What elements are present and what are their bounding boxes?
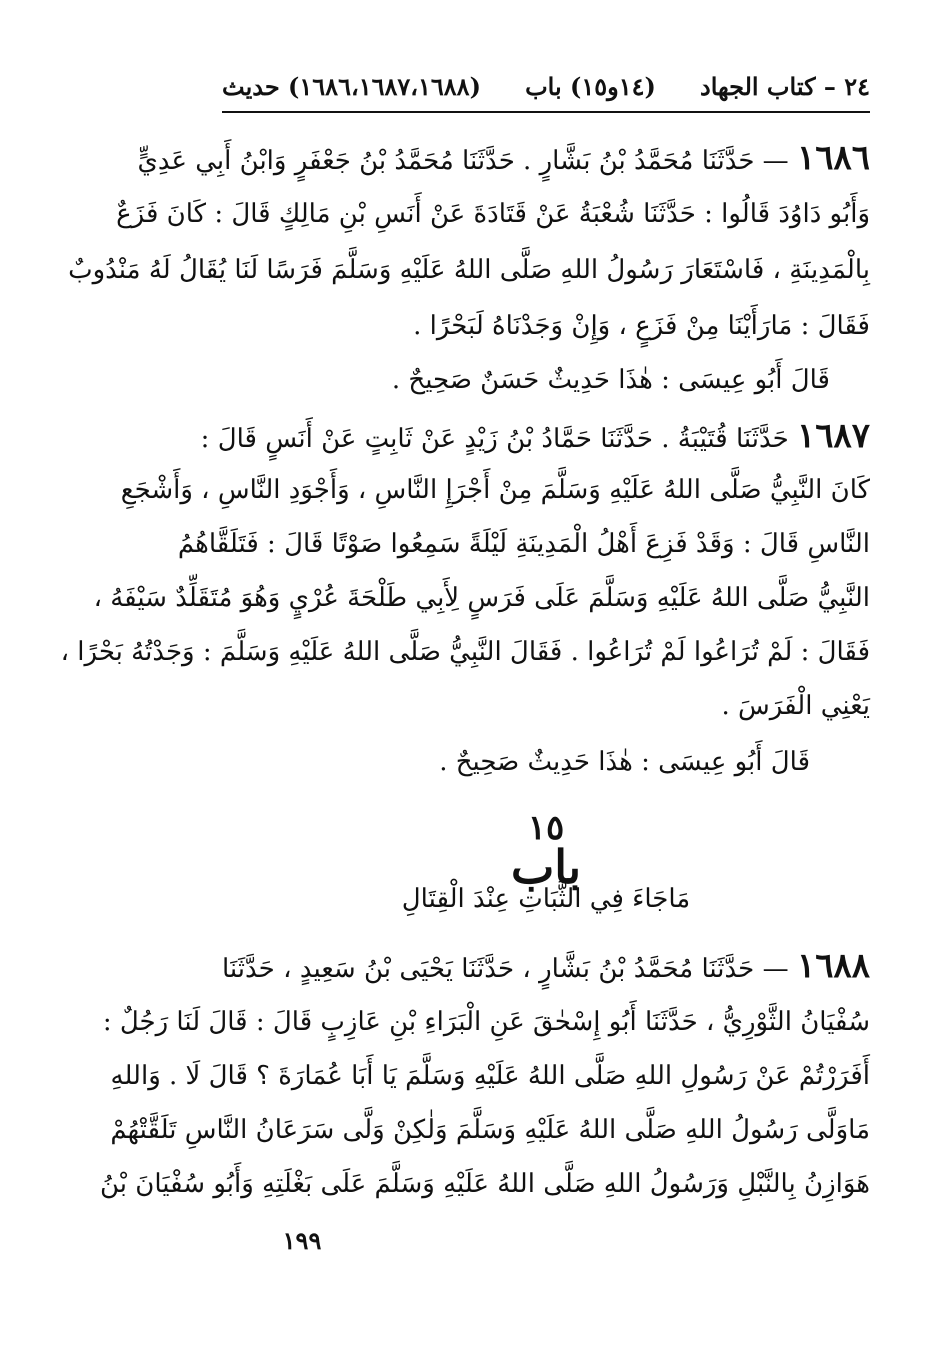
- hadith-1688-line-1: [222, 938, 870, 994]
- header-rule: [222, 111, 870, 113]
- section-subtitle: مَاجَاءَ فِي الثَّبَاتِ عِنْدَ الْقِتَالِ: [401, 884, 691, 914]
- header-section: (١٤و١٥) باب: [525, 71, 656, 101]
- hadith-text: حَدَّثَنَا قُتَيْبَةُ . حَدَّثَنَا حَمَّادُ بْنُ زَيْدٍ عَنْ ثَابِتٍ عَنْ أَنَسٍ قَالَ :: [200, 424, 789, 454]
- hadith-1687-line-3: النَّاسِ قَالَ : وَقَدْ فَزِعَ أَهْلُ الْمَدِينَةِ لَيْلَةً سَمِعُوا صَوْتًا قَالَ : فَتَلَقَّاهُمُ: [177, 529, 870, 559]
- hadith-number: ١٦٨٧: [796, 416, 870, 456]
- hadith-text: — حَدَّثَنَا مُحَمَّدُ بْنُ بَشَّارٍ . حَدَّثَنَا مُحَمَّدُ بْنُ جَعْفَرٍ وَابْنُ أَبِي عَدِيٍّ: [137, 146, 789, 176]
- hadith-1687-grade: قَالَ أَبُو عِيسَى : هٰذَا حَدِيثٌ صَحِيحٌ .: [439, 747, 810, 777]
- hadith-1688-line-3: أَفَرَرْتُمْ عَنْ رَسُولِ اللهِ صَلَّى اللهُ عَلَيْهِ وَسَلَّمَ يَا أَبَا عُمَارَةَ ؟ قَالَ لَا . وَاللهِ: [110, 1061, 870, 1091]
- page-number: ١٩٩: [282, 1226, 322, 1255]
- section-number: ١٥: [527, 808, 565, 848]
- hadith-1688-line-5: هَوَازِنُ بِالنَّبْلِ وَرَسُولُ اللهِ صَلَّى اللهُ عَلَيْهِ وَسَلَّمَ عَلَى بَغْلَتِهِ وَأَبُو سُفْيَانَ بْنُ: [99, 1169, 870, 1199]
- hadith-1688-line-2: سُفْيَانُ الثَّوْرِيُّ ، حَدَّثَنَا أَبُو إِسْحٰقَ عَنِ الْبَرَاءِ بْنِ عَازِبٍ قَالَ : قَالَ لَنَا رَجُلٌ :: [102, 1007, 870, 1037]
- hadith-1686-line-2: وَأَبُو دَاوُدَ قَالُوا : حَدَّثَنَا شُعْبَةُ عَنْ قَتَادَةَ عَنْ أَنَسِ بْنِ مَالِكٍ قَالَ : كَانَ فَزَعٌ: [116, 199, 870, 229]
- header-chapter: ٢٤ – كتاب الجهاد: [700, 71, 870, 101]
- hadith-1688-line-4: مَاوَلَّى رَسُولُ اللهِ صَلَّى اللهُ عَلَيْهِ وَسَلَّمَ وَلٰكِنْ وَلَّى سَرَعَانُ النَّاسِ تَلَقَّتْهُمْ: [110, 1115, 870, 1145]
- hadith-number: ١٦٨٦: [796, 138, 870, 178]
- hadith-1687-line-4: النَّبِيُّ صَلَّى اللهُ عَلَيْهِ وَسَلَّمَ عَلَى فَرَسٍ لِأَبِي طَلْحَةَ عُرْيٍ وَهُوَ مُتَقَلِّدٌ سَيْفَهُ ،: [93, 583, 870, 613]
- header-hadith-range: (١٦٨٦،١٦٨٧،١٦٨٨) حديث: [222, 71, 481, 101]
- running-header: [222, 66, 870, 106]
- section-title: باب: [510, 840, 582, 894]
- hadith-text: — حَدَّثَنَا مُحَمَّدُ بْنُ بَشَّارٍ ، حَدَّثَنَا يَحْيَى بْنُ سَعِيدٍ ، حَدَّثَنَا: [222, 954, 789, 984]
- hadith-1686-line-4: فَقَالَ : مَارَأَيْنَا مِنْ فَزَعٍ ، وَإِنْ وَجَدْنَاهُ لَبَحْرًا .: [413, 311, 870, 341]
- hadith-1687-line-5: فَقَالَ : لَمْ تُرَاعُوا لَمْ تُرَاعُوا . فَقَالَ النَّبِيُّ صَلَّى اللهُ عَلَيْهِ وَسَلَّمَ : وَجَدْتُهُ بَحْرًا ،: [60, 637, 870, 667]
- hadith-1687-line-2: كَانَ النَّبِيُّ صَلَّى اللهُ عَلَيْهِ وَسَلَّمَ مِنْ أَجْرَإِ النَّاسِ ، وَأَجْوَدِ النَّاسِ ، وَأَشْجَعِ: [120, 475, 870, 505]
- hadith-1686-line-1: [137, 130, 870, 186]
- hadith-1687-line-6: يَعْنِي الْفَرَسَ .: [721, 691, 870, 721]
- hadith-number: ١٦٨٨: [796, 946, 870, 986]
- hadith-1686-grade: قَالَ أَبُو عِيسَى : هٰذَا حَدِيثٌ حَسَنٌ صَحِيحٌ .: [391, 365, 830, 395]
- hadith-1686-line-3: بِالْمَدِينَةِ ، فَاسْتَعَارَ رَسُولُ اللهِ صَلَّى اللهُ عَلَيْهِ وَسَلَّمَ فَرَسًا لَنَا يُقَالُ لَهُ مَنْدُوبٌ: [68, 255, 870, 285]
- hadith-1687-line-1: [200, 408, 870, 464]
